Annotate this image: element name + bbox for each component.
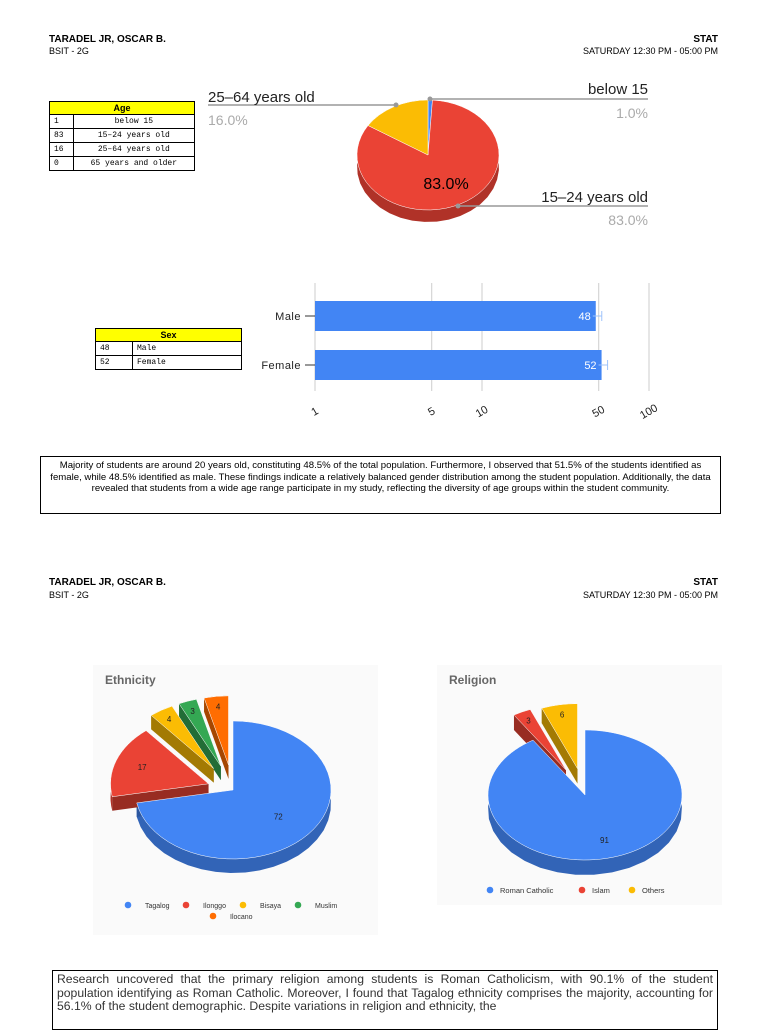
age-table-title: Age bbox=[50, 102, 195, 115]
student-section: BSIT - 2G bbox=[49, 46, 89, 56]
pie-value-label: 72 bbox=[273, 812, 283, 822]
sex-table-title: Sex bbox=[96, 329, 242, 342]
age-pie-center-label: 83.0% bbox=[423, 176, 469, 193]
pie-value-label: 17 bbox=[137, 762, 147, 772]
leader-dot bbox=[428, 97, 433, 102]
legend-label: Ilocano bbox=[230, 914, 253, 921]
legend-label: Roman Catholic bbox=[500, 886, 554, 895]
legend-swatch bbox=[579, 887, 586, 894]
subject: STAT bbox=[693, 577, 718, 588]
table-row bbox=[50, 157, 195, 171]
table-row bbox=[50, 143, 195, 157]
table-row bbox=[50, 115, 195, 129]
leader-dot bbox=[456, 204, 461, 209]
table-row bbox=[96, 342, 242, 356]
x-tick-label: 5 bbox=[426, 405, 438, 419]
category-label: Male bbox=[275, 311, 301, 323]
x-tick-label: 50 bbox=[590, 403, 608, 421]
legend-label: Islam bbox=[592, 886, 610, 895]
student-name: TARADEL JR, OSCAR B. bbox=[49, 577, 166, 588]
legend-label: Others bbox=[642, 886, 665, 895]
legend-swatch bbox=[183, 902, 190, 909]
category-label: Female bbox=[261, 360, 301, 372]
sex-label: Male bbox=[133, 342, 242, 356]
ethnicity-pie-chart bbox=[93, 665, 378, 935]
legend-swatch bbox=[125, 902, 132, 909]
legend-swatch bbox=[487, 887, 494, 894]
age-label: 15–24 years old bbox=[73, 129, 194, 143]
age-label-15-24: 15–24 years old bbox=[541, 189, 648, 206]
age-count: 83 bbox=[50, 129, 74, 143]
ethnicity-title: Ethnicity bbox=[105, 673, 156, 687]
religion-pie-chart bbox=[437, 665, 722, 905]
leader-dot bbox=[394, 103, 399, 108]
age-count: 0 bbox=[50, 157, 74, 171]
subject: STAT bbox=[693, 34, 718, 45]
age-pct-25-64: 16.0% bbox=[208, 112, 248, 128]
bar-value-label: 52 bbox=[584, 360, 597, 372]
student-section: BSIT - 2G bbox=[49, 590, 89, 600]
sex-bar-chart bbox=[240, 275, 670, 435]
sex-label: Female bbox=[133, 356, 242, 370]
age-label: 65 years and older bbox=[73, 157, 194, 171]
age-pie-chart bbox=[200, 75, 660, 235]
table-row bbox=[50, 129, 195, 143]
legend-swatch bbox=[240, 902, 247, 909]
age-label-25-64: 25–64 years old bbox=[208, 89, 315, 106]
age-count: 1 bbox=[50, 115, 74, 129]
pie-value-label: 4 bbox=[215, 702, 221, 712]
legend-swatch bbox=[210, 913, 217, 920]
bar-value-label: 48 bbox=[578, 311, 591, 323]
sex-count: 48 bbox=[96, 342, 133, 356]
x-tick-label: 10 bbox=[473, 403, 491, 421]
student-name: TARADEL JR, OSCAR B. bbox=[49, 34, 166, 45]
legend-label: Ilonggo bbox=[203, 903, 226, 910]
sex-count: 52 bbox=[96, 356, 133, 370]
sex-table bbox=[95, 328, 242, 370]
age-count: 16 bbox=[50, 143, 74, 157]
schedule: SATURDAY 12:30 PM - 05:00 PM bbox=[582, 590, 718, 600]
x-tick-label: 1 bbox=[309, 405, 321, 419]
pie-value-label: 3 bbox=[190, 706, 195, 716]
pie-value-label: 6 bbox=[559, 710, 565, 720]
summary-box: Majority of students are around 20 years old, constituting 48.5% of the total population. Furthermore, I observed that 51.5% of the students identified as female, while 48.5% identified as male. These findings indicate a relatively balanced gender distribution among the student population. Additionally, the data revealed that students from a wide age range participate in my study, reflecting the diversity of age groups within the student community. bbox=[40, 456, 721, 514]
pie-value-label: 3 bbox=[526, 716, 531, 726]
legend-label: Muslim bbox=[315, 903, 338, 910]
bar-female bbox=[315, 350, 602, 380]
pie-value-label: 91 bbox=[600, 835, 609, 845]
age-label: 25–64 years old bbox=[73, 143, 194, 157]
legend-swatch bbox=[295, 902, 302, 909]
table-row bbox=[96, 356, 242, 370]
legend-label: Bisaya bbox=[260, 903, 282, 910]
summary-box: Research uncovered that the primary religion among students is Roman Catholicism, with 90.1% of the student population identifying as Roman Catholic. Moreover, I found that Tagalog ethnicity comprises the majority, accounting for 56.1% of the student demographic. Despite variations in religion and ethnicity, the bbox=[52, 970, 718, 1030]
x-tick-label: 100 bbox=[638, 402, 660, 422]
pie-value-label: 4 bbox=[166, 715, 172, 725]
religion-title: Religion bbox=[449, 673, 497, 687]
age-table bbox=[49, 101, 195, 171]
legend-swatch bbox=[629, 887, 636, 894]
age-pct-below-15: 1.0% bbox=[616, 105, 648, 121]
bar-male bbox=[315, 301, 596, 331]
age-label: below 15 bbox=[73, 115, 194, 129]
schedule: SATURDAY 12:30 PM - 05:00 PM bbox=[582, 46, 718, 56]
age-label-below-15: below 15 bbox=[587, 81, 648, 98]
legend-label: Tagalog bbox=[145, 903, 170, 910]
pie-slice-roman-catholic bbox=[488, 730, 682, 860]
age-pct-15-24: 83.0% bbox=[608, 212, 648, 228]
